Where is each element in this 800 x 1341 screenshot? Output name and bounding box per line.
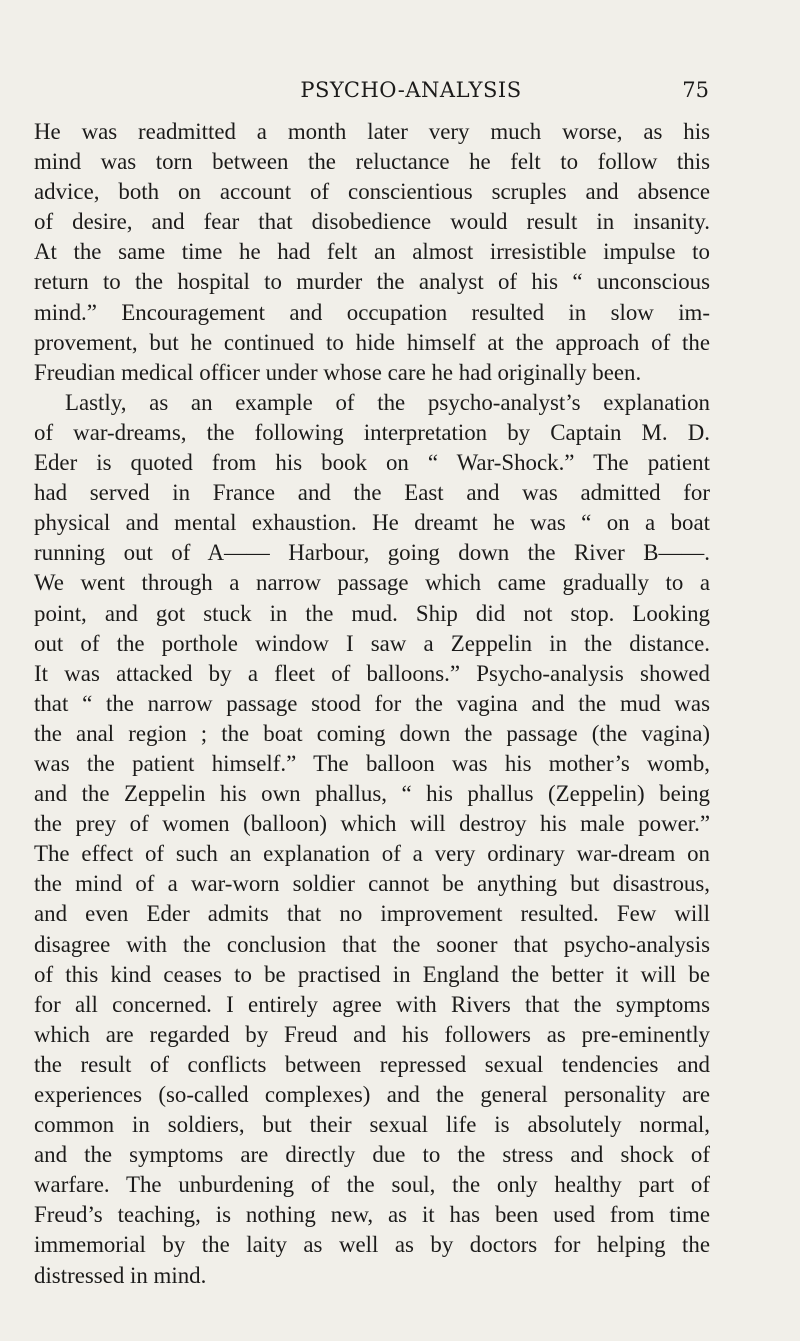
text-line: mind.” Encouragement and occupation resulted in slow im- (34, 299, 710, 325)
text-line: of war-dreams, the following interpretation by Captain M. D. (34, 419, 710, 445)
text-line: the mind of a war-worn soldier cannot be anything but disastrous, (34, 871, 710, 897)
text-line: of this kind ceases to be practised in England the better it will be (34, 961, 710, 987)
text-line: warfare. The unburdening of the soul, the only healthy part of (34, 1172, 710, 1198)
text-line: Eder is quoted from his book on “ War-Shock.” The patient (34, 450, 710, 476)
text-line: disagree with the conclusion that the sooner that psycho-analysis (34, 931, 710, 957)
text-line: mind was torn between the reluctance he felt to follow this (34, 149, 710, 175)
text-line: return to the hospital to murder the analyst of his “ unconscious (34, 269, 710, 295)
text-line: and the symptoms are directly due to the stress and shock of (34, 1142, 710, 1168)
text-line: the result of conflicts between repressed sexual tendencies and (34, 1051, 710, 1077)
text-line: At the same time he had felt an almost irresistible impulse to (34, 239, 710, 265)
page-number: 75 (682, 78, 709, 102)
text-line: of desire, and fear that disobedience would result in insanity. (34, 209, 710, 235)
text-line: that “ the narrow passage stood for the vagina and the mud was (34, 690, 710, 716)
text-line: provement, but he continued to hide himself at the approach of the (34, 329, 710, 355)
text-line: which are regarded by Freud and his followers as pre-eminently (34, 1021, 710, 1047)
text-line: had served in France and the East and was admitted for (34, 480, 710, 506)
text-line: for all concerned. I entirely agree with Rivers that the symptoms (34, 991, 710, 1017)
text-line: experiences (so-called complexes) and the general personality are (34, 1082, 710, 1107)
text-line: the prey of women (balloon) which will destroy his male power.” (34, 811, 710, 837)
text-line: distressed in mind. (34, 1262, 207, 1288)
text-line: point, and got stuck in the mud. Ship did not stop. Looking (34, 600, 710, 626)
text-line: the anal region ; the boat coming down the passage (the vagina) (34, 720, 710, 746)
text-line: and even Eder admits that no improvement resulted. Few will (34, 901, 710, 927)
text-line: out of the porthole window I saw a Zeppelin in the distance. (34, 630, 710, 656)
text-line: The effect of such an explanation of a very ordinary war-dream on (34, 841, 710, 867)
text-line: was the patient himself.” The balloon was his mother’s womb, (34, 750, 710, 776)
text-line: running out of A—— Harbour, going down the River B——. (34, 540, 710, 566)
text-line: physical and mental exhaustion. He dreamt he was “ on a boat (34, 510, 710, 536)
text-line: It was attacked by a fleet of balloons.” Psycho-analysis showed (34, 660, 710, 686)
text-line: Freud’s teaching, is nothing new, as it has been used from time (34, 1202, 710, 1228)
running-title: PSYCHO-ANALYSIS (300, 78, 522, 102)
text-line: We went through a narrow passage which came gradually to a (34, 570, 710, 596)
text-line: advice, both on account of conscientious scruples and absence (34, 179, 710, 205)
text-line: common in soldiers, but their sexual life is absolutely normal, (34, 1112, 710, 1138)
text-line: Freudian medical officer under whose care he had originally been. (34, 359, 642, 385)
text-line: immemorial by the laity as well as by doctors for helping the (34, 1232, 710, 1258)
body-text (34, 117, 710, 1291)
text-line: Lastly, as an example of the psycho-analyst’s explanation (65, 389, 710, 415)
text-line: He was readmitted a month later very much worse, as his (34, 119, 710, 144)
running-head (113, 78, 709, 108)
text-line: and the Zeppelin his own phallus, “ his phallus (Zeppelin) being (34, 781, 710, 807)
